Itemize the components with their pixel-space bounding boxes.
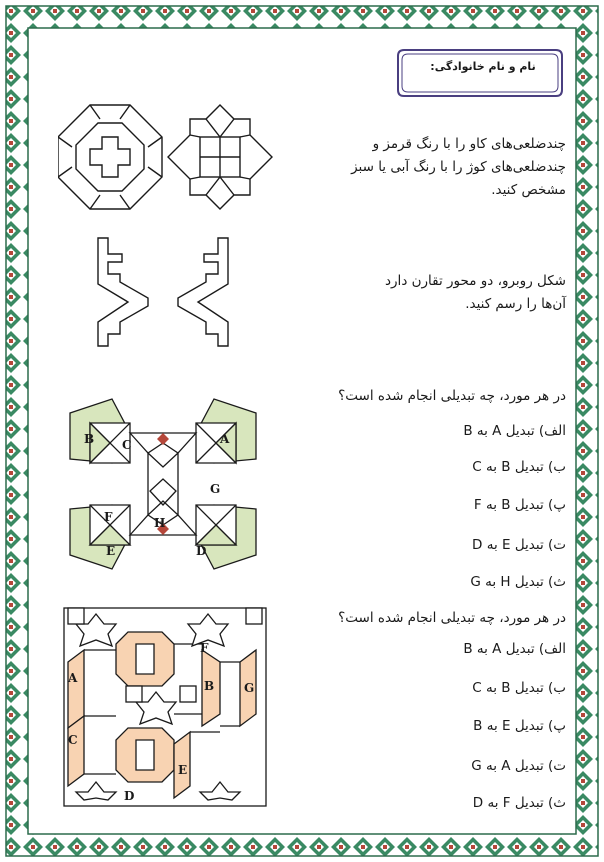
name-field-label: نام و نام خانوادگی: bbox=[430, 60, 536, 73]
task2-text bbox=[266, 270, 566, 316]
question1-title: در هر مورد، چه تبدیلی انجام شده است؟ bbox=[338, 388, 566, 404]
task2-line2: آن‌ها را رسم کنید. bbox=[465, 296, 566, 312]
question2-item-b: ب) تبدیل B به C bbox=[472, 680, 566, 696]
fig3-label-g: G bbox=[210, 482, 221, 496]
fig4-label-b: B bbox=[204, 679, 215, 693]
fig4-label-a: A bbox=[68, 671, 78, 685]
task1-line1: چندضلعی‌های کاو را با رنگ قرمز و bbox=[372, 136, 566, 152]
fig3-label-h: H bbox=[154, 516, 166, 530]
question1-item-d: ت) تبدیل E به D bbox=[472, 537, 566, 553]
fig3-label-d: D bbox=[196, 544, 207, 558]
question1-item-a: الف) تبدیل A به B bbox=[463, 423, 566, 439]
task1-text bbox=[236, 133, 566, 202]
question2-title: در هر مورد، چه تبدیلی انجام شده است؟ bbox=[338, 610, 566, 626]
task1-line3: مشخص کنید. bbox=[491, 182, 566, 198]
fig4-label-g: G bbox=[244, 681, 255, 695]
fig4-label-c: C bbox=[68, 733, 78, 747]
figure-transform-green bbox=[60, 393, 266, 575]
fig4-label-d: D bbox=[124, 789, 135, 803]
fig3-label-b: B bbox=[84, 432, 95, 446]
question2-item-c: پ) تبدیل E به B bbox=[473, 718, 566, 734]
figure-symmetry bbox=[88, 236, 238, 348]
fig3-label-f: F bbox=[104, 510, 113, 524]
fig3-label-a: A bbox=[220, 432, 230, 446]
fig3-label-c: C bbox=[122, 438, 132, 452]
fig4-label-f: F bbox=[200, 641, 209, 655]
task2-line1: شکل روبرو، دو محور تقارن دارد bbox=[385, 273, 566, 289]
task1-line2: چندضلعی‌های کوژ را با رنگ آبی یا سبز bbox=[351, 159, 566, 175]
fig4-label-e: E bbox=[178, 763, 188, 777]
figure-transform-orange bbox=[60, 604, 270, 810]
question2-item-e: ث) تبدیل F به D bbox=[472, 795, 566, 811]
question2-item-d: ت) تبدیل A به G bbox=[471, 758, 566, 774]
question1-item-c: پ) تبدیل B به F bbox=[473, 497, 566, 513]
question2-item-a: الف) تبدیل A به B bbox=[463, 641, 566, 657]
fig3-label-e: E bbox=[106, 544, 116, 558]
question1-item-b: ب) تبدیل B به C bbox=[472, 459, 566, 475]
name-box-frame bbox=[396, 48, 564, 98]
question1-item-e: ث) تبدیل H به G bbox=[470, 574, 566, 590]
